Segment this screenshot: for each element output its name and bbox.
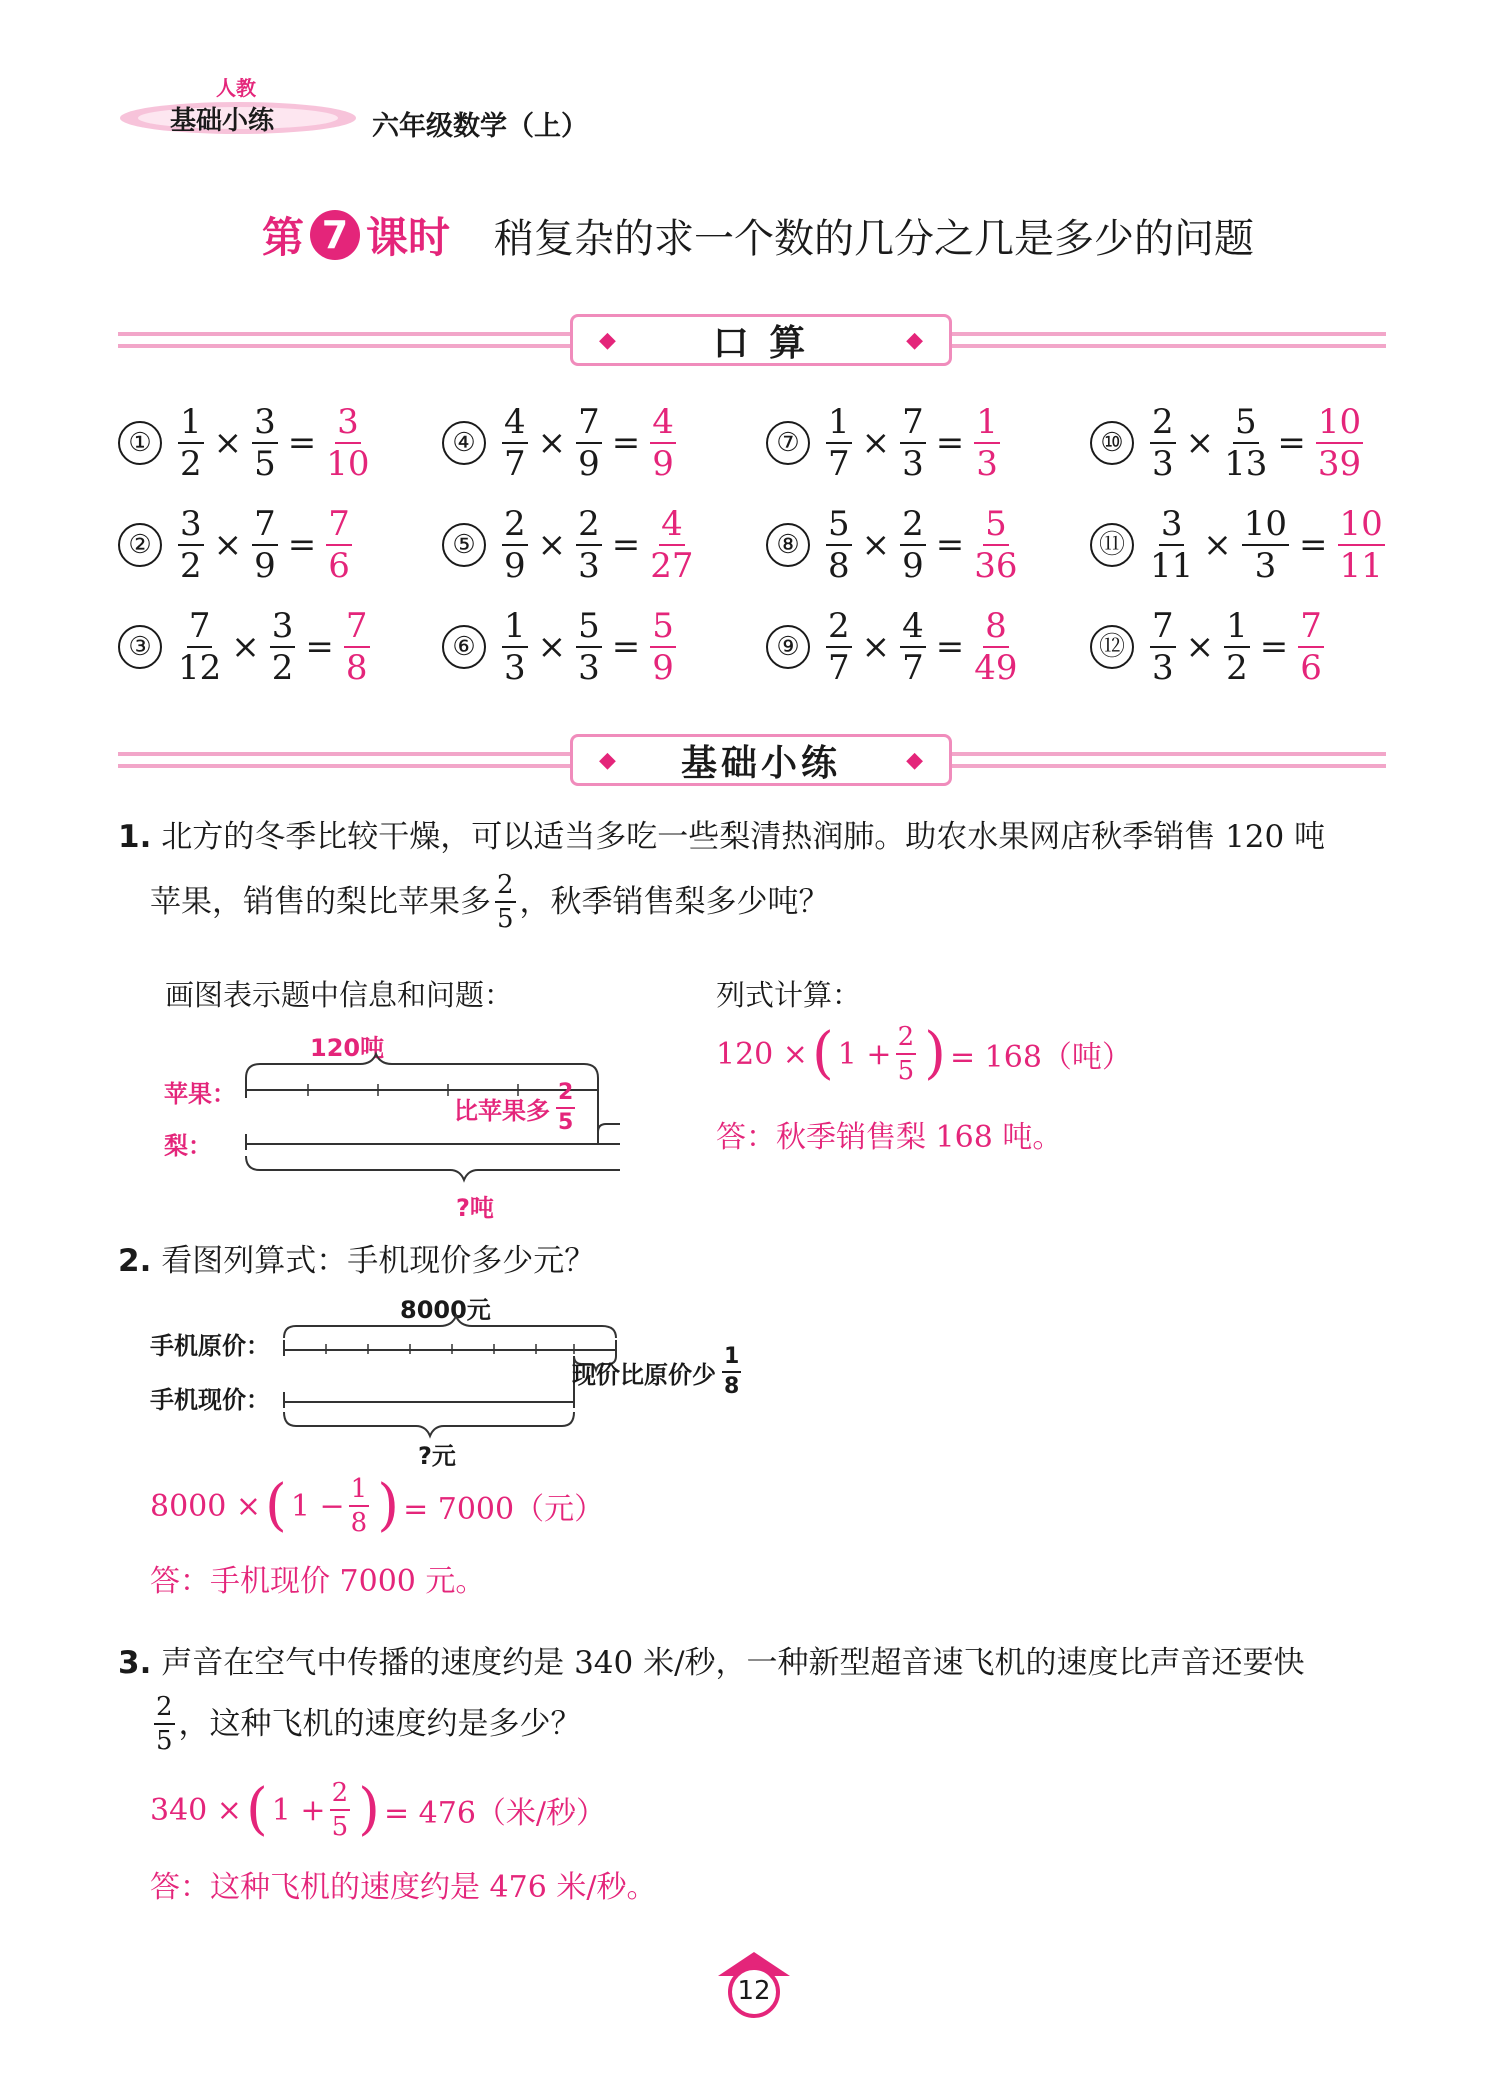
equation-part: 120 × <box>716 1036 808 1072</box>
diagram-pear-label: 梨： <box>164 1132 212 1160</box>
problem-number: 2 <box>118 1243 140 1279</box>
fraction: $\frac{2}{5}$ <box>897 1022 915 1086</box>
p3-equation: 340 × ( 1 + $\frac{2}{5}$ ) = 476（米/秒） <box>150 1777 607 1842</box>
times-sign: × <box>861 525 891 565</box>
lesson-suffix: 课时 <box>366 213 451 262</box>
fraction: $\frac{7}{9}$ <box>254 504 276 586</box>
page-number: 12 <box>737 1976 771 2006</box>
item-number: ④ <box>442 421 486 465</box>
fraction: $\frac{7}{9}$ <box>578 402 600 484</box>
answer-fraction: $\frac{5}{36}$ <box>974 504 1018 586</box>
fraction: $\frac{2}{5}$ <box>558 1080 574 1135</box>
times-sign: × <box>537 525 567 565</box>
answer-fraction: $\frac{3}{10}$ <box>326 402 370 484</box>
item-number: ② <box>118 523 162 567</box>
fraction: $\frac{2}{5}$ <box>497 870 514 934</box>
section-label: 口 算 <box>712 322 810 364</box>
problem-text: 看图列算式：手机现价多少元？ <box>161 1243 596 1279</box>
equals-sign: = <box>1299 525 1328 565</box>
fraction: $\frac{7}{12}$ <box>178 606 222 688</box>
calc-label: 列式计算： <box>716 978 862 1012</box>
problem-text: 苹果，销售的梨比苹果多 <box>150 884 491 920</box>
fraction: $\frac{5}{8}$ <box>828 504 850 586</box>
equals-sign: = <box>935 525 965 565</box>
lesson-prefix: 第 <box>262 213 305 262</box>
times-sign: × <box>1185 627 1215 667</box>
equals-sign: = <box>611 423 641 463</box>
oral-equation <box>442 500 698 590</box>
item-number: ⑨ <box>766 625 810 669</box>
fraction: $\frac{2}{3}$ <box>1152 402 1174 484</box>
problem-1: 1. 北方的冬季比较干燥，可以适当多吃一些梨清热润肺。助农水果网店秋季销售 120 吨 <box>118 819 1326 855</box>
answer-fraction: $\frac{8}{49}$ <box>974 606 1018 688</box>
logo-main: 基础小练 <box>170 106 275 136</box>
equals-sign: = <box>611 627 641 667</box>
fraction: $\frac{3}{5}$ <box>254 402 276 484</box>
item-number: ③ <box>118 625 162 669</box>
oral-equation <box>766 500 1022 590</box>
problem-1-line2 <box>150 872 830 932</box>
equals-sign: = <box>935 423 965 463</box>
item-number: ⑫ <box>1090 625 1134 669</box>
problem-number: 1 <box>118 819 140 855</box>
fraction: $\frac{10}{3}$ <box>1243 504 1288 586</box>
fraction: $\frac{1}{7}$ <box>828 402 850 484</box>
oral-equation <box>1090 398 1367 488</box>
answer-fraction: $\frac{7}{8}$ <box>345 606 368 688</box>
p2-equation: 8000 × ( 1 − $\frac{1}{8}$ ) = 7000（元） <box>150 1473 605 1538</box>
problem-3-line2 <box>150 1694 582 1754</box>
fraction: $\frac{2}{9}$ <box>504 504 526 586</box>
oral-equation <box>442 602 680 692</box>
item-number: ⑩ <box>1090 421 1134 465</box>
equals-sign: = <box>611 525 641 565</box>
lesson-number: 7 <box>310 210 360 260</box>
fraction: $\frac{2}{3}$ <box>578 504 600 586</box>
answer-fraction: $\frac{10}{39}$ <box>1317 402 1362 484</box>
item-number: ⑪ <box>1090 523 1134 567</box>
item-number: ⑧ <box>766 523 810 567</box>
equation-part: 1 + <box>837 1036 892 1072</box>
book-title: 六年级数学（上） <box>372 111 588 142</box>
times-sign: × <box>537 423 567 463</box>
fraction: $\frac{1}{2}$ <box>1226 606 1248 688</box>
equals-sign: = <box>1259 627 1289 667</box>
equation-part: 340 × <box>150 1792 242 1828</box>
fraction: $\frac{4}{7}$ <box>902 606 924 688</box>
diagram-question-label: ?元 <box>418 1442 456 1470</box>
fraction: $\frac{2}{9}$ <box>902 504 924 586</box>
oral-equation <box>118 500 356 590</box>
oral-equation <box>1090 602 1328 692</box>
equals-sign: = <box>287 423 317 463</box>
times-sign: × <box>861 423 891 463</box>
diamond-icon: ◆ <box>906 747 923 773</box>
lesson-title <box>262 205 1254 265</box>
times-sign: × <box>231 627 260 667</box>
times-sign: × <box>213 423 243 463</box>
equation-part: 1 − <box>290 1488 345 1524</box>
times-sign: × <box>1185 423 1215 463</box>
fraction: $\frac{2}{7}$ <box>828 606 850 688</box>
fraction: $\frac{5}{3}$ <box>578 606 600 688</box>
problem-2: 2. 看图列算式：手机现价多少元？ <box>118 1243 596 1279</box>
p1-equation: 120 × ( 1 + $\frac{2}{5}$ ) = 168（吨） <box>716 1021 1132 1086</box>
diamond-icon: ◆ <box>599 327 616 353</box>
fraction: $\frac{3}{2}$ <box>271 606 294 688</box>
lesson-topic: 稍复杂的求一个数的几分之几是多少的问题 <box>494 215 1255 262</box>
fraction: $\frac{1}{2}$ <box>180 402 202 484</box>
problem-3: 3. 声音在空气中传播的速度约是 340 米/秒，一种新型超音速飞机的速度比声音还要快 <box>118 1645 1305 1681</box>
problem-text: 北方的冬季比较干燥，可以适当多吃一些梨清热润肺。助农水果网店秋季销售 120 吨 <box>161 819 1326 855</box>
oral-equation <box>442 398 680 488</box>
times-sign: × <box>213 525 243 565</box>
series-logo <box>118 76 358 138</box>
times-sign: × <box>537 627 567 667</box>
diagram-more-text: 比苹果多 <box>454 1096 550 1125</box>
draw-label: 画图表示题中信息和问题： <box>165 978 514 1012</box>
item-number: ⑥ <box>442 625 486 669</box>
diagram-now-label: 手机现价： <box>150 1386 270 1414</box>
oral-equation <box>118 398 374 488</box>
fraction: $\frac{5}{13}$ <box>1224 402 1268 484</box>
item-number: ⑦ <box>766 421 810 465</box>
logo-top: 人教 <box>216 76 256 100</box>
problem-text: ，秋季销售梨多少吨？ <box>519 884 830 920</box>
oral-equation <box>766 398 1004 488</box>
problem-number: 3 <box>118 1645 140 1681</box>
diagram-more-label <box>454 1082 579 1134</box>
equals-sign: = <box>287 525 317 565</box>
answer-fraction: $\frac{10}{11}$ <box>1339 504 1383 586</box>
answer-fraction: $\frac{1}{3}$ <box>976 402 998 484</box>
diagram-total-label: 120吨 <box>310 1034 385 1062</box>
equation-part: = 168（吨） <box>949 1040 1132 1075</box>
diagram-orig-label: 手机原价： <box>150 1332 270 1360</box>
page-number-badge <box>716 1950 792 2020</box>
answer-fraction: $\frac{7}{6}$ <box>328 504 350 586</box>
times-sign: × <box>861 627 891 667</box>
p1-answer: 答：秋季销售梨 168 吨。 <box>716 1120 1063 1155</box>
equation-part: = 476（米/秒） <box>383 1796 607 1831</box>
fraction: $\frac{7}{3}$ <box>1152 606 1174 688</box>
equation-part: = 7000（元） <box>403 1492 605 1527</box>
fraction: $\frac{1}{8}$ <box>724 1344 740 1399</box>
diagram-apple-label: 苹果： <box>164 1080 236 1108</box>
diamond-icon: ◆ <box>599 747 616 773</box>
fraction: $\frac{2}{5}$ <box>156 1692 173 1756</box>
section-header-oral <box>570 314 952 366</box>
p2-answer: 答：手机现价 7000 元。 <box>150 1564 486 1599</box>
item-number: ⑤ <box>442 523 486 567</box>
equation-part: 8000 × <box>150 1488 262 1524</box>
oral-equation <box>1090 500 1389 590</box>
diamond-icon: ◆ <box>906 327 923 353</box>
diagram-less-label <box>572 1346 745 1398</box>
diagram-less-text: 现价比原价少 <box>572 1360 716 1389</box>
answer-fraction: $\frac{4}{27}$ <box>650 504 694 586</box>
diagram-question-label: ?吨 <box>456 1194 494 1222</box>
equals-sign: = <box>935 627 965 667</box>
item-number: ① <box>118 421 162 465</box>
times-sign: × <box>1203 525 1232 565</box>
problem-text: ，这种飞机的速度约是多少？ <box>178 1706 582 1742</box>
equals-sign: = <box>305 627 334 667</box>
fraction: $\frac{1}{3}$ <box>504 606 526 688</box>
fraction: $\frac{1}{8}$ <box>350 1474 368 1538</box>
section-label: 基础小练 <box>680 742 841 784</box>
fraction: $\frac{7}{3}$ <box>902 402 924 484</box>
answer-fraction: $\frac{7}{6}$ <box>1300 606 1322 688</box>
equation-part: 1 + <box>271 1792 326 1828</box>
oral-equation <box>118 602 374 692</box>
p3-answer: 答：这种飞机的速度约是 476 米/秒。 <box>150 1870 657 1905</box>
section-header-basic <box>570 734 952 786</box>
fraction: $\frac{4}{7}$ <box>504 402 526 484</box>
oral-equation <box>766 602 1022 692</box>
answer-fraction: $\frac{5}{9}$ <box>652 606 674 688</box>
fraction: $\frac{2}{5}$ <box>331 1778 349 1842</box>
fraction: $\frac{3}{11}$ <box>1150 504 1194 586</box>
diagram-total-label: 8000元 <box>400 1296 491 1324</box>
fraction: $\frac{3}{2}$ <box>180 504 202 586</box>
problem-text: 声音在空气中传播的速度约是 340 米/秒，一种新型超音速飞机的速度比声音还要快 <box>161 1645 1305 1681</box>
answer-fraction: $\frac{4}{9}$ <box>652 402 674 484</box>
equals-sign: = <box>1277 423 1306 463</box>
